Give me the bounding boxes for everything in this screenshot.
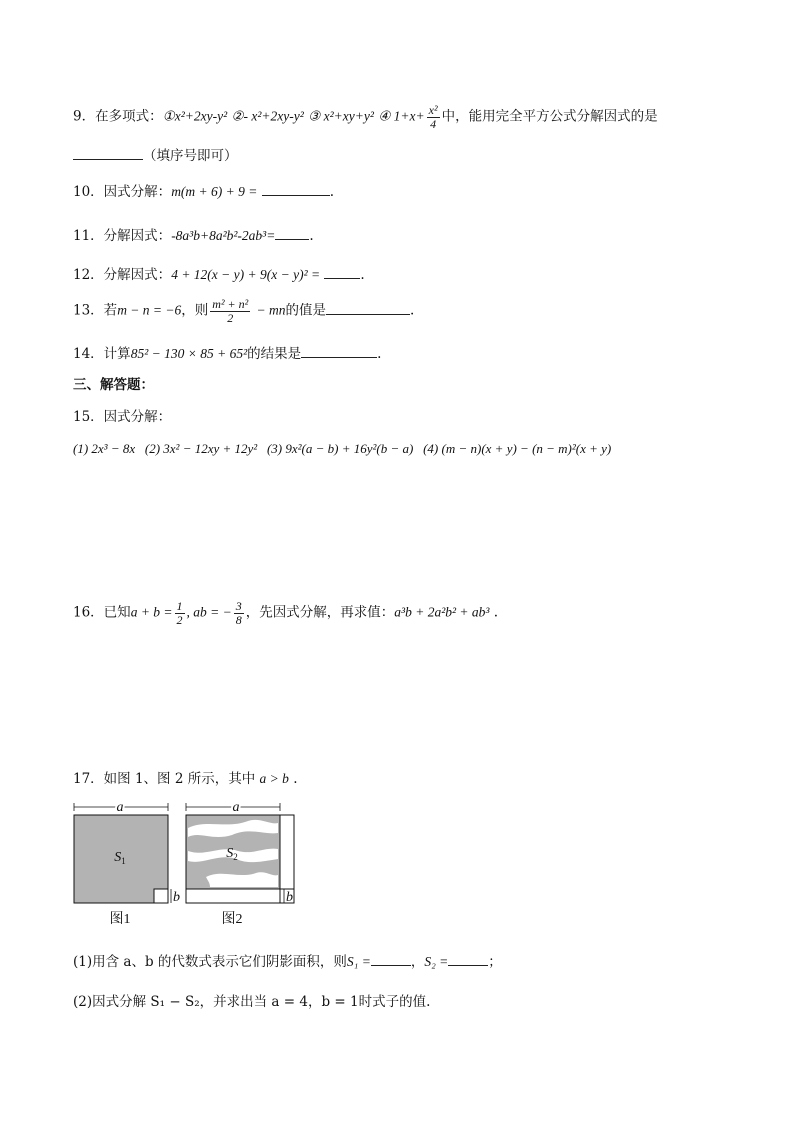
- q14-prefix: 14．计算: [73, 346, 131, 362]
- q13-prefix: 13．若: [73, 302, 118, 319]
- q12-expression: 4 + 12(x − y) + 9(x − y)² =: [171, 267, 321, 282]
- q16-fraction-1: $\frac{1}{2}$: [176, 599, 183, 627]
- q17-s1-eq: S₁ =: [346, 954, 371, 969]
- q13-answer-blank[interactable]: [326, 302, 410, 315]
- q13-suffix: 的值是: [285, 302, 327, 319]
- q15-item-2: (2) 3x² − 12xy + 12y²: [144, 441, 258, 456]
- section-heading: 三、解答题：: [73, 377, 154, 393]
- q9-option-4-fraction: $\frac{\text{x²}}{4}$: [428, 103, 438, 131]
- q9-suffix: 中，能用完全平方公式分解因式的是: [441, 108, 658, 125]
- q16-fraction-2: $\frac{3}{8}$: [235, 599, 242, 627]
- question-14: [73, 342, 381, 362]
- q17-s2-blank[interactable]: [448, 953, 488, 966]
- question-15: 15．因式分解：: [73, 409, 172, 425]
- q14-expression: 85² − 130 × 85 + 65²: [130, 346, 248, 361]
- q11-end: .: [309, 228, 314, 244]
- q9-answer-blank[interactable]: [73, 147, 143, 160]
- question-10: [73, 180, 334, 200]
- q9-option-3: ③ x²+xy+y²: [308, 108, 374, 124]
- fig1-small-square: [154, 889, 168, 903]
- q16-lhs-2: , ab = −: [186, 604, 232, 620]
- question-16: [73, 600, 498, 626]
- q13-tail: − mn: [256, 302, 286, 318]
- q13-mid: ，则: [181, 302, 209, 319]
- q9-option-4: ④ 1+x+: [378, 108, 425, 124]
- question-17: [73, 767, 298, 787]
- q10-prefix: 10．因式分解：: [73, 184, 172, 200]
- question-17-part-1: [73, 950, 502, 970]
- q16-expression: a³b + 2a²b² + ab³: [394, 604, 490, 620]
- q11-answer-blank[interactable]: [275, 227, 309, 240]
- fig2-label-b: b: [286, 890, 293, 905]
- q11-expression: -8a³b+8a²b²-2ab³=: [171, 228, 276, 243]
- q16-mid: ，先因式分解，再求值：: [245, 604, 395, 621]
- q17-end: .: [293, 771, 298, 787]
- question-15-items: [73, 441, 611, 457]
- q9-prefix: 9．在多项式：: [73, 108, 163, 125]
- q17-s2-eq: S₂ =: [424, 954, 449, 969]
- q17-part1-text: (1)用含 a、b 的代数式表示它们阴影面积，则: [73, 954, 347, 970]
- fig2-label-s-sub: 2: [233, 852, 238, 862]
- q17-comma: ，: [410, 954, 425, 970]
- question-11: [73, 224, 314, 244]
- q12-answer-blank[interactable]: [324, 266, 360, 279]
- fig1-caption: 图1: [109, 912, 131, 927]
- q15-item-4: (4) (m − n)(x + y) − (n − m)²(x + y): [423, 441, 612, 456]
- fig2-caption: 图2: [221, 912, 243, 927]
- question-9-answer: [73, 144, 238, 164]
- question-13: [73, 298, 414, 324]
- q10-answer-blank[interactable]: [262, 183, 330, 196]
- q17-semicolon: ；: [488, 954, 502, 970]
- question-9: [73, 104, 658, 130]
- q13-condition: m − n = −6: [117, 302, 182, 318]
- fig1-label-a: a: [116, 800, 124, 815]
- q15-item-3: (3) 9x²(a − b) + 16y²(b − a): [266, 441, 414, 456]
- q10-expression: m(m + 6) + 9 =: [171, 184, 258, 199]
- figure-2: [186, 800, 294, 927]
- q9-option-2: ②- x²+2xy-y²: [231, 108, 304, 124]
- q15-item-1: (1) 2x³ − 8x: [73, 441, 136, 456]
- fig2-label-s: S: [226, 846, 234, 861]
- q17-s1-blank[interactable]: [371, 953, 411, 966]
- q13-fraction: $\frac{\text{m² + n²}}{2}$: [212, 297, 249, 325]
- figure-1: [74, 800, 180, 927]
- fig1-label-s-sub: 1: [121, 856, 126, 866]
- q17-prefix: 17．如图 1、图 2 所示，其中: [73, 771, 256, 787]
- q14-answer-blank[interactable]: [301, 345, 377, 358]
- q13-end: .: [410, 302, 415, 319]
- q14-suffix: 的结果是: [247, 346, 302, 362]
- fig2-label-a: a: [232, 800, 240, 815]
- q16-prefix: 16．已知: [73, 604, 131, 621]
- q17-condition: a > b: [259, 771, 289, 786]
- q17-figures: [60, 795, 310, 930]
- question-12: [73, 263, 365, 283]
- q10-end: .: [329, 184, 334, 200]
- q9-hint: （填序号即可）: [143, 148, 238, 164]
- q14-end: .: [377, 346, 382, 362]
- q9-option-1: ①x²+2xy-y²: [162, 108, 228, 124]
- q12-end: .: [360, 267, 365, 283]
- q16-end: .: [493, 604, 499, 621]
- fig1-label-s: S: [114, 850, 122, 865]
- q12-prefix: 12．分解因式：: [73, 267, 172, 283]
- fig1-label-b: b: [173, 890, 180, 905]
- q16-lhs-1: a + b =: [130, 604, 173, 620]
- q11-prefix: 11．分解因式：: [73, 228, 172, 244]
- question-17-part-2: (2)因式分解 S₁ − S₂，并求出当 a = 4，b = 1时式子的值.: [73, 994, 431, 1010]
